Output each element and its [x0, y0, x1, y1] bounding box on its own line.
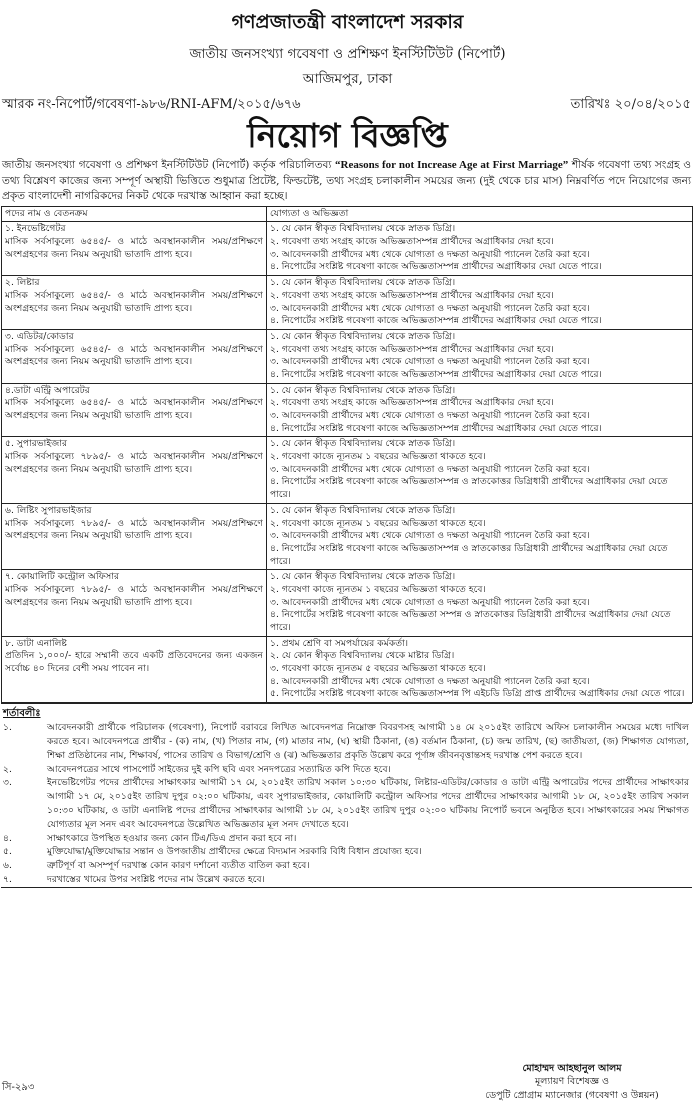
- terms-list: [1, 721, 692, 887]
- qualification-cell: [267, 329, 693, 383]
- post-salary: প্রতিদিন ১,০০০/- হারে সম্মানী তবে একটি প্রতিবেদনের জন্য একজন সর্বোচ্চ ৪০ দিনের বেশী সময় পাবেন না।: [5, 650, 263, 675]
- intro-paragraph: [0, 154, 695, 205]
- term-number: ৭.: [3, 873, 12, 885]
- requirement-item: ৩. আবেদনকারী প্রার্থীদের মধ্য থেকে যোগ্যতা ও দক্ষতা অনুযায়ী প্যানেল তৈরি করা হবে।: [270, 530, 590, 542]
- requirement-item: ৪. নিপোর্টের সংশ্লিষ্ট গবেষণা কাজে অভিজ্ঞতাসম্পন্ন প্রার্থীদের অগ্রাধিকার দেয়া যেতে পারে।: [270, 261, 602, 273]
- post-name: ৩. এডিটর/কোডার: [5, 330, 74, 342]
- signature-block: [457, 1062, 687, 1103]
- requirement-item: ২. গবেষণা তথ্য সংগ্রহ কাজে অভিজ্ঞতাসম্পন্ন প্রার্থীদের অগ্রাধিকার দেয়া হবে।: [270, 289, 554, 301]
- table-row: [2, 329, 693, 383]
- requirement-item: ৪. নিপোর্টের সংশ্লিষ্ট গবেষণা কাজে অভিজ্ঞতাসম্পন্ন প্রার্থীদের অগ্রাধিকার দেয়া যেতে পারে।: [270, 368, 602, 380]
- notice-title: নিয়োগ বিজ্ঞপ্তি: [247, 116, 448, 155]
- term-item: [1, 721, 692, 762]
- qualification-cell: [267, 570, 693, 636]
- post-salary: মাসিক সর্বসাকুল্যে ৬৫৪৫/- ও মাঠে অবস্থানকালীন সময়/প্রশিক্ষণে অংশগ্রহণের জন্য নিয়ম অনুযায়ী ভাতাদি প্রাপ্য হবে।: [5, 236, 263, 260]
- post-cell: [2, 636, 267, 702]
- col-header-qualification: যোগ্যতা ও অভিজ্ঞতা: [267, 206, 693, 222]
- memo-row: [0, 91, 695, 116]
- post-cell: [2, 222, 267, 276]
- requirement-item: ১. যে কোন স্বীকৃত বিশ্ববিদ্যালয় থেকে স্নাতক ডিগ্রি।: [270, 384, 456, 396]
- memo-date: তারিখঃ ২০/০৪/২০১৫: [570, 97, 691, 112]
- requirement-item: ৩. আবেদনকারী প্রার্থীদের মধ্য থেকে যোগ্যতা ও দক্ষতা অনুযায়ী প্যানেল তৈরি করা হবে।: [270, 596, 590, 608]
- institute-name: জাতীয় জনসংখ্যা গবেষণা ও প্রশিক্ষণ ইনস্টিটিউট (নিপোর্ট): [189, 46, 506, 62]
- requirement-item: ৪. আবেদনকারী প্রার্থীদের মধ্য থেকে যোগ্যতা ও দক্ষতা অনুযায়ী প্যানেল তৈরি করা হবে।: [270, 675, 590, 687]
- signatory-title-2: ডেপুটি প্রোগ্রাম ম্যানেজার (গবেষণা ও উন্নয়ন): [485, 1090, 659, 1102]
- memo-reference: স্মারক নং-নিপোর্ট/গবেষণা-৯৮৬/RNI-AFM/২০১৫/৬৭৬: [2, 97, 301, 112]
- requirement-item: ১. যে কোন স্বীকৃত বিশ্ববিদ্যালয় থেকে স্নাতক ডিগ্রি।: [270, 223, 456, 235]
- term-text: ইনভেষ্টিগেটর পদের প্রার্থীদের সাক্ষাৎকার আগামী ১৭ মে, ২০১৫ইং তারিখ সকাল ১০:৩০ ঘটিকায়, লিষ্টার-এডিটর/কোডার ও ডাটা এন্ট্রি অপারেটর পদের প্রার্থীদের সাক্ষাৎকার আগামী ১৭ মে, ২০১৫ইং তারিখ দুপুর ০২:০০ ঘটিকায়, এবং সুপারভাইজার, কোয়ালিটি কন্ট্রোল অফিসার পদের প্রার্থীদের সাক্ষাৎকার আগামী ১৮ মে, ২০১৫ইং তারিখ সকাল ১০:৩০ ঘটিকায়, ও ডাটা এনালিষ্ট পদের প্রার্থীদের সাক্ষাৎকার আগামী ১৮ মে, ২০১৫ইং তারিখ দুপুর ০২:০০ ঘটিকায় নিপোর্ট ভবনে অনুষ্ঠিত হবে। সাক্ষাৎকারের সময় শিক্ষাগত যোগ্যতার মূল সনদ এবং আবেদনপত্রে উল্লেখিত অভিজ্ঞতার মূল সনদ দেখাতে হবে।: [47, 777, 689, 830]
- post-salary: মাসিক সর্বসাকুল্যে ৭৮৯৫/- ও মাঠে অবস্থানকালীন সময়/প্রশিক্ষণে অংশগ্রহণের জন্য নিয়ম অনুযায়ী ভাতাদি প্রাপ্য হবে।: [5, 517, 263, 542]
- requirement-item: ১. প্রথম শ্রেণি বা সমপর্যায়ের কর্মকর্তা।: [270, 637, 409, 649]
- term-text: আবেদনপত্রের সাথে পাসপোর্ট সাইজের দুই কপি ছবি এবং সনদপত্রের সত্যায়িত কপি দিতে হবে।: [47, 763, 391, 775]
- qualification-cell: [267, 503, 693, 569]
- document-header: [0, 0, 695, 91]
- post-name: ৪.ডাটা এন্ট্রি অপারেটর: [5, 384, 90, 396]
- posts-table: [1, 206, 693, 703]
- post-cell: [2, 329, 267, 383]
- term-number: ৩.: [3, 777, 12, 789]
- term-item: [1, 776, 692, 831]
- term-text: আবেদনকারী প্রার্থীকে পরিচালক (গবেষণা), নিপোর্ট বরাবরে লিখিত আবেদনপত্র নিম্নোক্ত বিবরণসহ আগামী ১৪ মে ২০১৫ইং তারিখে অফিস চলাকালীন সময়ের মধ্যে দাখিল করতে হবে। আবেদনপত্রে প্রার্থীর - (ক) নাম, (খ) পিতার নাম, (গ) মাতার নাম, (ঘ) স্থায়ী ঠিকানা, (ঙ) বর্তমান ঠিকানা, (চ) জন্ম তারিখ, (ছ) জাতীয়তা, (জ) শিক্ষাগত যোগ্যতা, শিক্ষা প্রতিষ্ঠানের নাম, শিক্ষাবর্ষ, পাসের তারিখ ও বিভাগ/শ্রেণি ও (ঝ) অভিজ্ঞতার প্রকৃতি উল্লেখ করে পূর্ণাঙ্গ জীবনবৃত্তান্তসহ দরখাস্ত পেশ করতে হবে।: [47, 722, 689, 761]
- qualification-cell: [267, 383, 693, 437]
- term-item: [1, 763, 692, 777]
- qualification-cell: [267, 437, 693, 503]
- post-name: ৮. ডাটা এনালিষ্ট: [5, 637, 67, 649]
- term-number: ১.: [3, 722, 12, 734]
- term-text: দরখাস্তের খামের উপর সংশ্লিষ্ট পদের নাম উল্লেখ করতে হবে।: [47, 873, 265, 885]
- requirement-item: ৪. নিপোর্টের সংশ্লিষ্ট গবেষণা কাজে অভিজ্ঞতাসম্পন্ন প্রার্থীদের অগ্রাধিকার দেয়া যেতে পারে।: [270, 422, 602, 434]
- table-row: [2, 503, 693, 569]
- table-row: [2, 383, 693, 437]
- requirement-item: ৩. আবেদনকারী প্রার্থীদের মধ্য থেকে যোগ্যতা ও দক্ষতা অনুযায়ী প্যানেল তৈরি করা হবে।: [270, 302, 590, 314]
- requirement-item: ৩. গবেষণা কাজে ন্যূনতম ৫ বছরের অভিজ্ঞতা থাকতে হবে।: [270, 663, 486, 675]
- requirement-item: ১. যে কোন স্বীকৃত বিশ্ববিদ্যালয় থেকে স্নাতক ডিগ্রি।: [270, 571, 456, 583]
- study-title: “Reasons for not Increase Age at First Marriage”: [335, 159, 569, 172]
- requirement-item: ৪. নিপোর্টের সংশ্লিষ্ট গবেষণা কাজে অভিজ্ঞতাসম্পন্ন প্রার্থীদের অগ্রাধিকার দেয়া যেতে পারে।: [270, 315, 602, 327]
- post-cell: [2, 383, 267, 437]
- requirement-item: ২. গবেষণা কাজে ন্যূনতম ১ বছরের অভিজ্ঞতা থাকতে হবে।: [270, 517, 486, 529]
- post-salary: মাসিক সর্বসাকুল্যে ৬৫৪৫/- ও মাঠে অবস্থানকালীন সময়/প্রশিক্ষণে অংশগ্রহণের জন্য নিয়ম অনুযায়ী ভাতাদি প্রাপ্য হবে।: [5, 289, 263, 314]
- requirement-item: ১. যে কোন স্বীকৃত বিশ্ববিদ্যালয় থেকে স্নাতক ডিগ্রি।: [270, 438, 456, 450]
- intro-text-1: জাতীয় জনসংখ্যা গবেষণা ও প্রশিক্ষণ ইনস্টিটিউট (নিপোর্ট) কর্তৃক পরিচালিতব্য: [2, 159, 332, 172]
- requirement-item: ৫. নিপোর্টের সংশ্লিষ্ট গবেষণা কাজে অভিজ্ঞতাসম্পন্ন পি এইচডি ডিগ্রি প্রাপ্ত প্রার্থীদের অগ্রাধিকার দেয়া যেতে পারে।: [270, 688, 685, 700]
- term-item: [1, 832, 692, 846]
- post-name: ৫. সুপারভাইজার: [5, 438, 68, 450]
- signatory-title-1: মূল্যায়ণ বিশেষজ্ঞ ও: [534, 1076, 609, 1088]
- requirement-item: ২. গবেষণা তথ্য সংগ্রহ কাজে অভিজ্ঞতাসম্পন্ন প্রার্থীদের অগ্রাধিকার দেয়া হবে।: [270, 397, 554, 409]
- term-item: [1, 859, 692, 873]
- terms-section: [1, 703, 692, 888]
- table-row: [2, 222, 693, 276]
- requirement-item: ২. গবেষণা তথ্য সংগ্রহ কাজে অভিজ্ঞতাসম্পন্ন প্রার্থীদের অগ্রাধিকার দেয়া হবে।: [270, 343, 554, 355]
- government-name: গণপ্রজাতন্ত্রী বাংলাদেশ সরকার: [231, 11, 464, 33]
- requirement-item: ২. গবেষণা তথ্য সংগ্রহ কাজে অভিজ্ঞতাসম্পন্ন প্রার্থীদের অগ্রাধিকার দেয়া হবে।: [270, 236, 554, 248]
- post-cell: [2, 570, 267, 636]
- terms-heading: শর্তাবলীঃ: [3, 708, 41, 720]
- term-text: মুক্তিযোদ্ধা/মুক্তিযোদ্ধার সন্তান ও উপজাতীয় প্রার্থীদের ক্ষেত্রে বিদ্যমান সরকারি বিধি বিধান প্রযোজ্য হবে।: [47, 846, 422, 858]
- requirement-item: ৩. আবেদনকারী প্রার্থীদের মধ্য থেকে যোগ্যতা ও দক্ষতা অনুযায়ী প্যানেল তৈরি করা হবে।: [270, 410, 590, 422]
- requirement-item: ৩. আবেদনকারী প্রার্থীদের মধ্য থেকে যোগ্যতা ও দক্ষতা অনুযায়ী প্যানেল তৈরি করা হবে।: [270, 356, 590, 368]
- post-salary: মাসিক সর্বসাকুল্যে ৭৮৯৫/- ও মাঠে অবস্থানকালীন সময়/প্রশিক্ষণে অংশগ্রহণের জন্য নিয়ম অনুযায়ী ভাতাদি প্রাপ্য হবে।: [5, 451, 263, 475]
- requirement-item: ৩. আবেদনকারী প্রার্থীদের মধ্য থেকে যোগ্যতা ও দক্ষতা অনুযায়ী প্যানেল তৈরি করা হবে।: [270, 463, 590, 475]
- post-salary: মাসিক সর্বসাকুল্যে ৬৫৪৫/- ও মাঠে অবস্থানকালীন সময়/প্রশিক্ষণে অংশগ্রহণের জন্য নিয়ম অনুযায়ী ভাতাদি প্রাপ্য হবে।: [5, 343, 263, 368]
- intro-text-2: শীর্ষক গবেষণা তথ্য সংগ্রহ ও তথ্য বিশ্লেষণ কাজের জন্য সম্পূর্ণ অস্থায়ী ভিত্তিতে শুধুমাত্র প্রিটেষ্ট, ফিল্ডটেষ্ট, তথ্য সংগ্রহ চলাকালীন সময়ের জন্য (দুই থেকে চার মাস) নিম্নবর্ণিত পদে নিয়োগের জন্য প্রকৃত বাংলাদেশী নাগরিকদের নিকট থেকে দরখাস্ত আহ্বান করা হচ্ছে।: [2, 159, 692, 202]
- footer-code: সি-২৯৩: [2, 1082, 35, 1093]
- term-item: [1, 873, 692, 887]
- term-number: ৪.: [3, 832, 12, 844]
- requirement-item: ১. যে কোন স্বীকৃত বিশ্ববিদ্যালয় থেকে স্নাতক ডিগ্রি।: [270, 277, 456, 289]
- requirement-item: ১. যে কোন স্বীকৃত বিশ্ববিদ্যালয় থেকে স্নাতক ডিগ্রি।: [270, 330, 456, 342]
- institute-location: আজিমপুর, ঢাকা: [302, 71, 393, 87]
- post-salary: মাসিক সর্বসাকুল্যে ৬৫৪৫/- ও মাঠে অবস্থানকালীন সময়/প্রশিক্ষণে অংশগ্রহণের জন্য নিয়ম অনুযায়ী ভাতাদি প্রাপ্য হবে।: [5, 397, 263, 422]
- requirement-item: ২. যে কোন স্বীকৃত বিশ্ববিদ্যালয় থেকে মাষ্টার ডিগ্রি।: [270, 650, 455, 662]
- qualification-cell: [267, 276, 693, 330]
- requirement-item: ১. যে কোন স্বীকৃত বিশ্ববিদ্যালয় থেকে স্নাতক ডিগ্রি।: [270, 504, 456, 516]
- post-cell: [2, 276, 267, 330]
- post-name: ২. লিষ্টার: [5, 277, 40, 289]
- table-header-row: [2, 206, 693, 222]
- term-item: [1, 845, 692, 859]
- term-number: ২.: [3, 763, 12, 775]
- table-row: [2, 636, 693, 702]
- signatory-name: মোহাম্মদ আহছানুল আলম: [522, 1062, 622, 1074]
- requirement-item: ৪. নিপোর্টের সংশ্লিষ্ট গবেষণা কাজে অভিজ্ঞতাসম্পন্ন ও স্নাতকোত্তর ডিগ্রিধারী প্রার্থীদের অগ্রাধিকার দেয়া যেতে পারে।: [270, 542, 668, 567]
- term-text: সাক্ষাৎকারে উপস্থিত হওয়ার জন্য কোন টিএ/ডিএ প্রদান করা হবে না।: [47, 832, 297, 844]
- post-name: ৭. কোয়ালিটি কন্ট্রোল অফিসার: [5, 571, 120, 583]
- table-row: [2, 437, 693, 503]
- requirement-item: ২. গবেষণা কাজে ন্যূনতম ১ বছরের অভিজ্ঞতা থাকতে হবে।: [270, 583, 486, 595]
- post-cell: [2, 503, 267, 569]
- requirement-item: ৪. নিপোর্টের সংশ্লিষ্ট গবেষণা কাজে অভিজ্ঞতাসম্পন্ন ও স্নাতকোত্তর ডিগ্রিধারী প্রার্থীদের অগ্রাধিকার দেয়া যেতে পারে।: [270, 476, 668, 501]
- post-name: ১. ইনভেষ্টিগেটর: [5, 223, 66, 235]
- qualification-cell: [267, 222, 693, 276]
- term-number: ৫.: [3, 846, 12, 858]
- requirement-item: ২. গবেষণা কাজে ন্যূনতম ১ বছরের অভিজ্ঞতা থাকতে হবে।: [270, 451, 486, 463]
- post-name: ৬. লিষ্টিং সুপারভাইজার: [5, 504, 92, 516]
- post-cell: [2, 437, 267, 503]
- col-header-post: পদের নাম ও বেতনক্রম: [2, 206, 267, 222]
- term-number: ৬.: [3, 860, 12, 872]
- table-row: [2, 276, 693, 330]
- post-salary: মাসিক সর্বসাকুল্যে ৭৮৯৫/- ও মাঠে অবস্থানকালীন সময়/প্রশিক্ষণে অংশগ্রহণের জন্য নিয়ম অনুযায়ী ভাতাদি প্রাপ্য হবে।: [5, 583, 263, 608]
- requirement-item: ৪. নিপোর্টের সংশ্লিষ্ট গবেষণা কাজে অভিজ্ঞতা সম্পন্ন ও স্নাতকোত্তর ডিগ্রিধারী প্রার্থীদের অগ্রাধিকার দেয়া যেতে পারে।: [270, 609, 671, 634]
- table-row: [2, 570, 693, 636]
- qualification-cell: [267, 636, 693, 702]
- term-text: ত্রুটিপূর্ণ বা অসম্পূর্ণ দরখাস্ত কোন কারণ দর্শানো ব্যতীত বাতিল করা হবে।: [47, 860, 310, 872]
- requirement-item: ৩. আবেদনকারী প্রার্থীদের মধ্য থেকে যোগ্যতা ও দক্ষতা অনুযায়ী প্যানেল তৈরি করা হবে।: [270, 248, 590, 260]
